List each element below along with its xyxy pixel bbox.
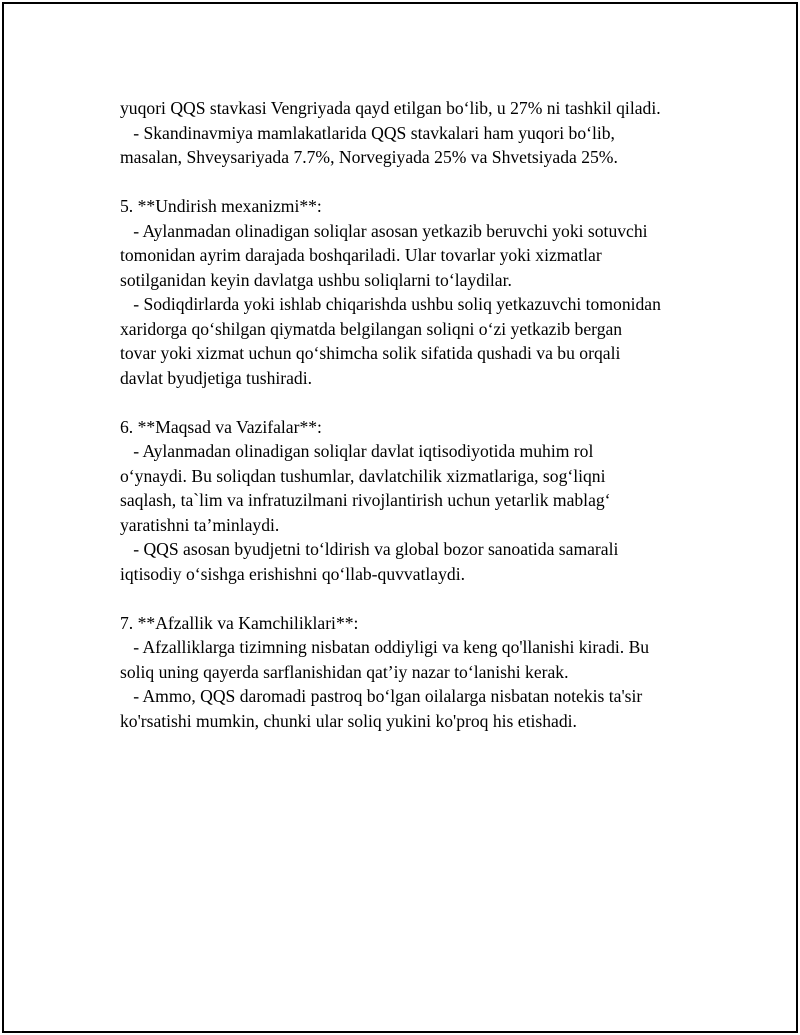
text-line: iqtisodiy o‘sishga erishishni qo‘llab-quvvatlaydi. [120, 563, 465, 584]
text-line: - QQS asosan byudjetni to‘ldirish va global bozor sanoatida samarali [120, 539, 619, 559]
section-7 [120, 611, 720, 734]
text-line: davlat byudjetiga tushiradi. [120, 367, 313, 388]
text-line: - Aylanmadan olinadigan soliqlar davlat iqtisodiyotida muhim rol [120, 441, 594, 461]
text-line: - Ammo, QQS daromadi pastroq bo‘lgan oilalarga nisbatan notekis ta'sir [120, 686, 643, 706]
section-heading: 6. **Maqsad va Vazifalar**: [120, 416, 322, 437]
text-line: o‘ynaydi. Bu soliqdan tushumlar, davlatchilik xizmatlariga, sog‘liqni [120, 465, 606, 486]
text-line: xaridorga qo‘shilgan qiymatda belgilangan soliqni o‘zi yetkazib bergan [120, 318, 623, 339]
intro-paragraph [120, 96, 720, 170]
section-heading: 7. **Afzallik va Kamchiliklari**: [120, 612, 359, 633]
section-6 [120, 415, 720, 587]
section-5 [120, 194, 720, 390]
text-line: - Skandinavmiya mamlakatlarida QQS stavkalari ham yuqori bo‘lib, [120, 122, 615, 143]
text-line: - Sodiqdirlarda yoki ishlab chiqarishda ushbu soliq yetkazuvchi tomonidan [120, 294, 661, 314]
paragraph-spacer [120, 170, 720, 195]
text-line: masalan, Shveysariyada 7.7%, Norvegiyada 25% va Shvetsiyada 25%. [120, 147, 618, 167]
text-line: tovar yoki xizmat uchun qo‘shimcha solik sifatida qushadi va bu orqali [120, 343, 621, 363]
text-line: yaratishni ta’minlaydi. [120, 514, 280, 535]
text-line: sotilganidan keyin davlatga ushbu soliqlarni to‘laydilar. [120, 269, 512, 290]
paragraph-spacer [120, 390, 720, 415]
document-body [120, 96, 720, 733]
text-line: saqlash, ta`lim va infratuzilmani rivojlantirish uchun yetarlik mablag‘ [120, 490, 611, 510]
text-line: - Aylanmadan olinadigan soliqlar asosan yetkazib beruvchi yoki sotuvchi [120, 220, 648, 241]
section-heading: 5. **Undirish mexanizmi**: [120, 196, 322, 216]
paragraph-spacer [120, 586, 720, 611]
text-line: tomonidan ayrim darajada boshqariladi. Ular tovarlar yoki xizmatlar [120, 245, 602, 265]
document-page [2, 2, 798, 1033]
text-line: yuqori QQS stavkasi Vengriyada qayd etilgan bo‘lib, u 27% ni tashkil qiladi. [120, 98, 661, 118]
text-line: - Afzalliklarga tizimning nisbatan oddiyligi va keng qo'llanishi kiradi. Bu [120, 637, 650, 657]
text-line: soliq uning qayerda sarflanishidan qat’iy nazar to‘lanishi kerak. [120, 661, 569, 682]
text-line: ko'rsatishi mumkin, chunki ular soliq yukini ko'proq his etishadi. [120, 710, 577, 731]
